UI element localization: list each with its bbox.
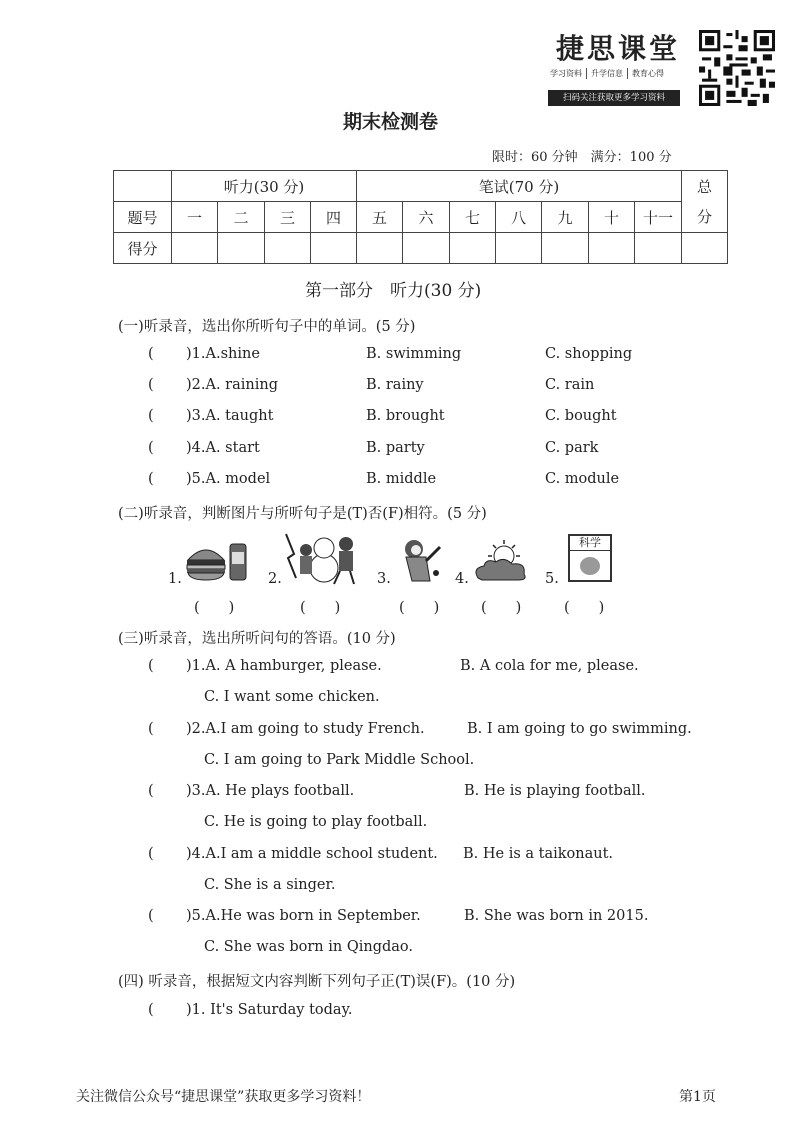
total-header-1: 总: [682, 171, 728, 202]
sec1-option-c: C. park: [545, 440, 599, 456]
sec1-option-a: )5.A. model: [186, 471, 271, 487]
sec3-option-c: C. I am going to Park Middle School.: [204, 752, 475, 768]
picture-label: 2.: [268, 571, 282, 587]
score-cell[interactable]: [265, 233, 311, 264]
question-number: 三: [265, 202, 311, 233]
sec3-option-c: C. She is a singer.: [204, 877, 336, 893]
sec3-option-a: )2.A.I am going to study French.: [186, 721, 425, 737]
sec3-option-b: B. He is playing football.: [464, 783, 646, 799]
brand-tags: [550, 68, 668, 79]
question-number: 九: [542, 202, 589, 233]
score-cell[interactable]: [311, 233, 357, 264]
picture-label: 3.: [377, 571, 391, 587]
answer-paren[interactable]: ( ): [564, 600, 605, 616]
brand-name: 捷思课堂: [556, 32, 681, 65]
question-number: 六: [403, 202, 450, 233]
brand-tag: 学习资料: [550, 68, 587, 79]
qr-code-icon: [699, 30, 775, 106]
sec2-heading: (二)听录音，判断图片与所听句子是(T)否(F)相符。(5 分): [118, 506, 487, 522]
footer-note: 关注微信公众号“捷思课堂”获取更多学习资料！: [76, 1089, 371, 1105]
row-label-score: 得分: [114, 233, 172, 264]
sec4-heading: (四) 听录音，根据短文内容判断下列句子正(T)误(F)。(10 分): [118, 974, 516, 990]
sec1-option-b: B. swimming: [366, 346, 462, 362]
children-snowman-icon: [284, 530, 364, 586]
score-cell[interactable]: [357, 233, 403, 264]
sec1-option-a: )3.A. taught: [186, 408, 274, 424]
score-cell[interactable]: [589, 233, 635, 264]
answer-paren[interactable]: (: [148, 377, 154, 393]
sec1-option-a: )1.A.shine: [186, 346, 260, 362]
sec3-option-a: )3.A. He plays football.: [186, 783, 355, 799]
question-number: 十一: [635, 202, 682, 233]
answer-paren[interactable]: (: [148, 721, 154, 737]
sec3-option-b: B. He is a taikonaut.: [463, 846, 614, 862]
sec1-option-b: B. brought: [366, 408, 445, 424]
sec3-option-c: C. I want some chicken.: [204, 689, 380, 705]
sec3-option-b: B. She was born in 2015.: [464, 908, 649, 924]
row-label-number: 题号: [114, 202, 172, 233]
page-title: 期末检测卷: [343, 111, 439, 133]
hamburger-cola-icon: [184, 538, 250, 584]
sec3-option-b: B. I am going to go swimming.: [467, 721, 692, 737]
sec3-option-a: )5.A.He was born in September.: [186, 908, 421, 924]
part1-title: 第一部分 听力(30 分): [305, 281, 482, 301]
brand-tag: 教育心得: [632, 69, 664, 78]
girl-singing-icon: [396, 537, 444, 585]
table-empty-cell: [114, 171, 172, 202]
answer-paren[interactable]: (: [148, 658, 154, 674]
score-table: [113, 170, 728, 264]
answer-paren[interactable]: (: [148, 846, 154, 862]
question-number: 七: [450, 202, 496, 233]
written-header: 笔试(70 分): [357, 171, 682, 202]
question-number: 八: [496, 202, 542, 233]
sec1-option-c: C. shopping: [545, 346, 633, 362]
score-cell[interactable]: [218, 233, 265, 264]
sec1-option-a: )2.A. raining: [186, 377, 278, 393]
book-illustration: [580, 557, 600, 575]
sec3-option-a: )4.A.I am a middle school student.: [186, 846, 438, 862]
science-book-title: 科学: [570, 536, 610, 551]
answer-paren[interactable]: (: [148, 408, 154, 424]
sec3-heading: (三)听录音，选出所听问句的答语。(10 分): [118, 631, 396, 647]
sun-cloud-icon: [472, 540, 530, 582]
answer-paren[interactable]: (: [148, 908, 154, 924]
time-info: 限时：60 分钟 满分：100 分: [492, 150, 672, 165]
sec1-option-b: B. party: [366, 440, 425, 456]
sec1-option-c: C. rain: [545, 377, 595, 393]
answer-paren[interactable]: (: [148, 346, 154, 362]
question-number: 一: [172, 202, 218, 233]
answer-paren[interactable]: (: [148, 1002, 154, 1018]
score-cell[interactable]: [450, 233, 496, 264]
score-cell[interactable]: [682, 233, 728, 264]
score-cell[interactable]: [403, 233, 450, 264]
question-number: 十: [589, 202, 635, 233]
sec1-option-a: )4.A. start: [186, 440, 260, 456]
listening-header: 听力(30 分): [172, 171, 357, 202]
question-number: 五: [357, 202, 403, 233]
sec1-option-c: C. bought: [545, 408, 617, 424]
picture-label: 4.: [455, 571, 469, 587]
answer-paren[interactable]: (: [148, 783, 154, 799]
picture-label: 5.: [545, 571, 559, 587]
sec3-option-a: )1.A. A hamburger, please.: [186, 658, 382, 674]
total-header-2: 分: [682, 202, 728, 233]
answer-paren[interactable]: ( ): [194, 600, 235, 616]
sec1-option-b: B. rainy: [366, 377, 424, 393]
answer-paren[interactable]: (: [148, 471, 154, 487]
question-number: 二: [218, 202, 265, 233]
answer-paren[interactable]: ( ): [399, 600, 440, 616]
sec3-option-c: C. She was born in Qingdao.: [204, 939, 413, 955]
sec3-option-b: B. A cola for me, please.: [460, 658, 639, 674]
sec1-option-b: B. middle: [366, 471, 437, 487]
brand-tag: 升学信息: [591, 68, 628, 79]
answer-paren[interactable]: ( ): [300, 600, 341, 616]
page-number: 第1页: [679, 1089, 716, 1105]
sec4-item: )1. It's Saturday today.: [186, 1002, 353, 1018]
answer-paren[interactable]: ( ): [481, 600, 522, 616]
picture-label: 1.: [168, 571, 182, 587]
question-number: 四: [311, 202, 357, 233]
sec1-option-c: C. module: [545, 471, 620, 487]
score-cell[interactable]: [496, 233, 542, 264]
answer-paren[interactable]: (: [148, 440, 154, 456]
score-cell[interactable]: [542, 233, 589, 264]
score-cell[interactable]: [172, 233, 218, 264]
score-cell[interactable]: [635, 233, 682, 264]
sec1-heading: (一)听录音，选出你所听句子中的单词。(5 分): [118, 319, 416, 335]
science-book-icon: [568, 534, 612, 582]
sec3-option-c: C. He is going to play football.: [204, 814, 428, 830]
brand-banner: 扫码关注获取更多学习资料: [548, 90, 680, 106]
